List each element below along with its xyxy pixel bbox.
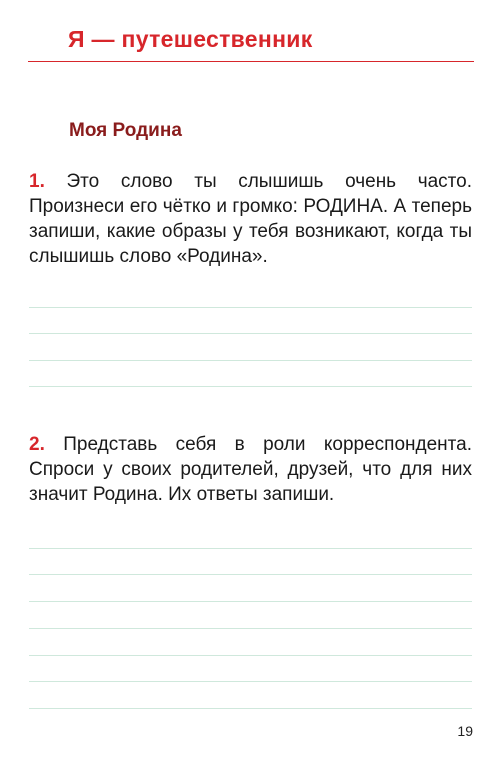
task-1-text: Это слово ты слышишь очень часто. Произнеси его чётко и громко: РОДИНА. А теперь запиши, какие образы у тебя возникают, когда ты слышишь слово «Родина». <box>29 171 473 267</box>
task-2 <box>29 432 472 507</box>
answer-line[interactable] <box>29 386 472 387</box>
answer-line[interactable] <box>29 574 472 575</box>
answer-line[interactable] <box>29 681 472 682</box>
answer-line[interactable] <box>29 708 472 709</box>
task-1 <box>29 169 472 269</box>
task-1-number: 1. <box>29 171 45 192</box>
section-title: Я — путешественник <box>68 26 313 52</box>
answer-line[interactable] <box>29 333 472 334</box>
page-number: 19 <box>457 723 473 739</box>
answer-line[interactable] <box>29 628 472 629</box>
task-2-number: 2. <box>29 434 45 455</box>
title-rule <box>28 61 474 62</box>
answer-line[interactable] <box>29 601 472 602</box>
task-2-text: Представь себя в роли корреспондента. Спроси у своих родителей, друзей, что для них значит Родина. Их ответы запиши. <box>29 434 472 505</box>
answer-line[interactable] <box>29 360 472 361</box>
answer-line[interactable] <box>29 655 472 656</box>
answer-line[interactable] <box>29 548 472 549</box>
answer-line[interactable] <box>29 307 472 308</box>
subheading: Моя Родина <box>69 120 182 141</box>
